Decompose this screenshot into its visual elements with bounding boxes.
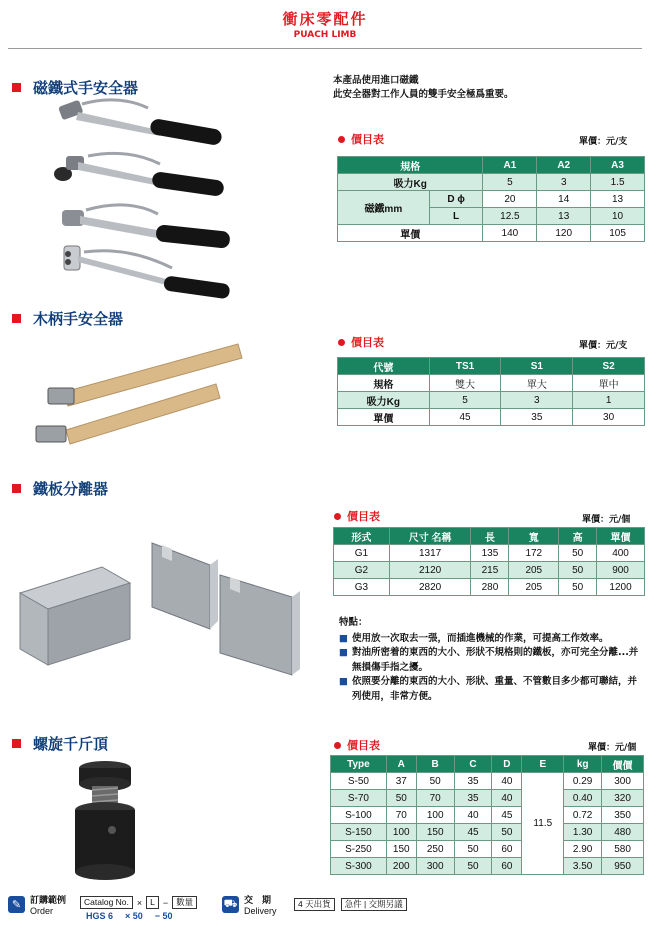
jack-drawing: [75, 761, 135, 880]
table-cell: 45: [492, 807, 522, 824]
table-cell: 300: [416, 858, 454, 875]
table-cell: 900: [597, 562, 645, 579]
unit-note: 單價：元/個: [582, 515, 631, 525]
table-header-row: [338, 358, 645, 375]
delivery-truck-icon: ⛟: [222, 896, 239, 913]
table-cell: 105: [591, 225, 645, 242]
table-header-cell: 單價: [597, 528, 645, 545]
table-cell: 172: [509, 545, 559, 562]
section-title-text: 鐵板分離器: [33, 480, 109, 498]
square-bullet-icon: [12, 739, 21, 748]
tool-drawing: [54, 100, 231, 300]
quantity-box: 數量: [172, 896, 197, 909]
dot-bullet-icon: [338, 339, 345, 346]
table-cell: S-300: [331, 858, 387, 875]
order-footer: [0, 888, 650, 924]
table-cell: 280: [471, 579, 509, 596]
table-cell: 1.5: [591, 174, 645, 191]
section-title-wood: [12, 308, 123, 329]
table-cell-e: 11.5: [522, 773, 564, 875]
delivery-label: 交 期 Delivery: [244, 895, 277, 916]
table-cell: 150: [386, 841, 416, 858]
table-cell: 單中: [573, 375, 645, 392]
table-cell: 480: [602, 824, 644, 841]
table-header-cell: 尺寸 名稱: [389, 528, 471, 545]
intro-line: 本產品使用進口磁鐵: [333, 75, 419, 86]
table-row: [334, 562, 645, 579]
table-header-row: [331, 756, 644, 773]
separator-price-table: [333, 527, 645, 596]
unit-note: 單價：元/支: [579, 341, 628, 351]
table-cell: 50: [559, 579, 597, 596]
table-cell: 50: [416, 773, 454, 790]
table-cell: 350: [602, 807, 644, 824]
table-cell: 3: [501, 392, 573, 409]
table-cell: 12.5: [483, 208, 537, 225]
table-header-cell: kg: [564, 756, 602, 773]
table-cell: G2: [334, 562, 390, 579]
intro-line: 此安全器對工作人員的雙手安全極爲重要。: [333, 89, 514, 100]
table-cell: 2120: [389, 562, 471, 579]
page-subtitle: PUACH LIMB: [293, 30, 357, 40]
table-cell: S-150: [331, 824, 387, 841]
table-header-row: [334, 528, 645, 545]
feature-item: ■ 對油所密着的東西的大小、形狀不規格則的鐵板，亦可完全分離...并無損傷手指之擾。: [339, 647, 639, 673]
table-cell: 2820: [389, 579, 471, 596]
table-header-cell: 規格: [338, 157, 483, 174]
table-row: [331, 807, 644, 824]
table-cell: 400: [597, 545, 645, 562]
table-cell: 40: [492, 790, 522, 807]
length-box: L: [146, 896, 159, 909]
square-bullet-icon: [12, 484, 21, 493]
square-bullet-icon: [12, 83, 21, 92]
table-cell: 50: [559, 562, 597, 579]
table-cell: 37: [386, 773, 416, 790]
table-header-cell: A3: [591, 157, 645, 174]
table-cell: 雙大: [429, 375, 501, 392]
table-cell: 40: [492, 773, 522, 790]
table-header-cell: 代號: [338, 358, 430, 375]
price-list-label: 價目表: [334, 508, 380, 524]
table-cell: 60: [492, 858, 522, 875]
table-cell: 單大: [501, 375, 573, 392]
table-cell: 50: [454, 858, 492, 875]
table-cell: 45: [454, 824, 492, 841]
table-cell: 135: [471, 545, 509, 562]
table-header-cell: 價價: [602, 756, 644, 773]
table-row: [334, 545, 645, 562]
table-header-row: [338, 157, 645, 174]
table-header-cell: 寬: [509, 528, 559, 545]
table-cell: 35: [501, 409, 573, 426]
delivery-box: 4 天出貨: [294, 898, 335, 911]
table-row: [331, 841, 644, 858]
table-cell: S-250: [331, 841, 387, 858]
jack-price-table: [330, 755, 644, 875]
table-cell: 205: [509, 579, 559, 596]
separator-drawing: [20, 543, 300, 675]
row-label: 單價: [338, 409, 430, 426]
table-cell: 1200: [597, 579, 645, 596]
row-label: 磁鐵mm: [338, 191, 430, 225]
table-cell: S-50: [331, 773, 387, 790]
table-row: [331, 790, 644, 807]
table-row: [331, 773, 644, 790]
table-header-cell: Type: [331, 756, 387, 773]
table-cell: G1: [334, 545, 390, 562]
row-label: D ϕ: [429, 191, 483, 208]
magnet-price-table: [337, 156, 645, 242]
tool-drawing: [36, 344, 242, 444]
table-cell: 10: [591, 208, 645, 225]
table-cell: 35: [454, 773, 492, 790]
price-list-label: 價目表: [334, 737, 380, 753]
price-list-label: 價目表: [338, 131, 384, 147]
table-header-cell: 高: [559, 528, 597, 545]
table-cell: 50: [454, 841, 492, 858]
table-cell: 0.29: [564, 773, 602, 790]
table-header-cell: S2: [573, 358, 645, 375]
table-cell: 70: [386, 807, 416, 824]
table-cell: G3: [334, 579, 390, 596]
order-label: 訂購範例 Order: [30, 895, 67, 916]
table-row: [331, 824, 644, 841]
row-label: 單價: [338, 225, 483, 242]
screw-jack-image: [64, 758, 146, 884]
unit-note: 單價：元/個: [588, 743, 637, 753]
feature-item: ■ 使用放一次取去一張，而插進機械的作業，可提高工作效率。: [339, 632, 609, 644]
table-cell: 1.30: [564, 824, 602, 841]
table-cell: 950: [602, 858, 644, 875]
table-cell: 20: [483, 191, 537, 208]
table-cell: 100: [416, 807, 454, 824]
table-cell: 100: [386, 824, 416, 841]
row-label: 吸力Kg: [338, 174, 483, 191]
table-header-cell: B: [416, 756, 454, 773]
table-row: [338, 174, 645, 191]
table-cell: 140: [483, 225, 537, 242]
page-title: 衝床零配件: [282, 10, 368, 28]
table-cell: 5: [483, 174, 537, 191]
section-title-jack: [12, 733, 108, 754]
table-cell: 30: [573, 409, 645, 426]
table-row: [338, 191, 645, 208]
table-cell: 215: [471, 562, 509, 579]
row-label: 規格: [338, 375, 430, 392]
features-title: 特點：: [339, 617, 368, 628]
row-label: L: [429, 208, 483, 225]
section-title-text: 螺旋千斤頂: [33, 735, 109, 753]
dot-bullet-icon: [338, 136, 345, 143]
wood-hand-tool-image: [30, 338, 245, 448]
table-cell: 14: [537, 191, 591, 208]
table-cell: 1: [573, 392, 645, 409]
table-header-cell: A: [386, 756, 416, 773]
delivery-box: 急件 | 交期另議: [341, 898, 407, 911]
section-title-separator: [12, 478, 108, 499]
magnet-hand-tool-image: [48, 96, 238, 306]
table-cell: 13: [537, 208, 591, 225]
plate-separator-image: [12, 535, 302, 685]
table-cell: 40: [454, 807, 492, 824]
table-cell: 580: [602, 841, 644, 858]
table-cell: 45: [429, 409, 501, 426]
table-cell: S-100: [331, 807, 387, 824]
table-cell: 3: [537, 174, 591, 191]
table-cell: 300: [602, 773, 644, 790]
table-cell: 320: [602, 790, 644, 807]
table-header-cell: C: [454, 756, 492, 773]
table-cell: 35: [454, 790, 492, 807]
section-title-text: 磁鐵式手安全器: [33, 79, 139, 97]
wood-price-table: [337, 357, 645, 426]
intro-text: [333, 74, 514, 102]
table-cell: 0.72: [564, 807, 602, 824]
table-header-cell: A1: [483, 157, 537, 174]
section-title-text: 木柄手安全器: [33, 310, 124, 328]
table-header-cell: A2: [537, 157, 591, 174]
table-cell: 205: [509, 562, 559, 579]
table-cell: 3.50: [564, 858, 602, 875]
table-cell: 60: [492, 841, 522, 858]
table-header-cell: TS1: [429, 358, 501, 375]
table-header-cell: 形式: [334, 528, 390, 545]
page-header: [0, 8, 650, 40]
table-row: [334, 579, 645, 596]
dash-sign: −: [162, 897, 169, 908]
table-header-cell: D: [492, 756, 522, 773]
table-cell: 50: [386, 790, 416, 807]
square-bullet-icon: [12, 314, 21, 323]
dot-bullet-icon: [334, 513, 341, 520]
unit-note: 單價：元/支: [579, 137, 628, 147]
dot-bullet-icon: [334, 742, 341, 749]
table-cell: 2.90: [564, 841, 602, 858]
table-row: [338, 375, 645, 392]
order-icon: ✎: [8, 896, 25, 913]
header-divider: [8, 48, 642, 49]
table-cell: 5: [429, 392, 501, 409]
table-cell: 0.40: [564, 790, 602, 807]
feature-item: ■ 依照要分離的東西的大小、形狀、重量、不管數目多少都可聯結，并列使用，非常方便。: [339, 676, 637, 702]
table-header-cell: S1: [501, 358, 573, 375]
table-cell: 120: [537, 225, 591, 242]
section-title-magnet: [12, 77, 138, 98]
catalog-example: HGS 6 × 50 − 50: [86, 911, 173, 921]
table-cell: 1317: [389, 545, 471, 562]
table-cell: 200: [386, 858, 416, 875]
catalog-format: [80, 896, 197, 909]
table-header-cell: E: [522, 756, 564, 773]
row-label: 吸力Kg: [338, 392, 430, 409]
table-cell: 13: [591, 191, 645, 208]
table-cell: S-70: [331, 790, 387, 807]
table-cell: 50: [492, 824, 522, 841]
table-cell: 70: [416, 790, 454, 807]
table-cell: 50: [559, 545, 597, 562]
price-list-label: 價目表: [338, 334, 384, 350]
table-cell: 250: [416, 841, 454, 858]
table-header-cell: 長: [471, 528, 509, 545]
table-row: [338, 409, 645, 426]
features-block: [339, 616, 644, 704]
table-row: [338, 225, 645, 242]
catalog-box: Catalog No.: [80, 896, 133, 909]
delivery-options: [294, 898, 407, 911]
times-sign: ×: [136, 897, 143, 908]
table-row: [331, 858, 644, 875]
table-row: [338, 392, 645, 409]
table-cell: 150: [416, 824, 454, 841]
